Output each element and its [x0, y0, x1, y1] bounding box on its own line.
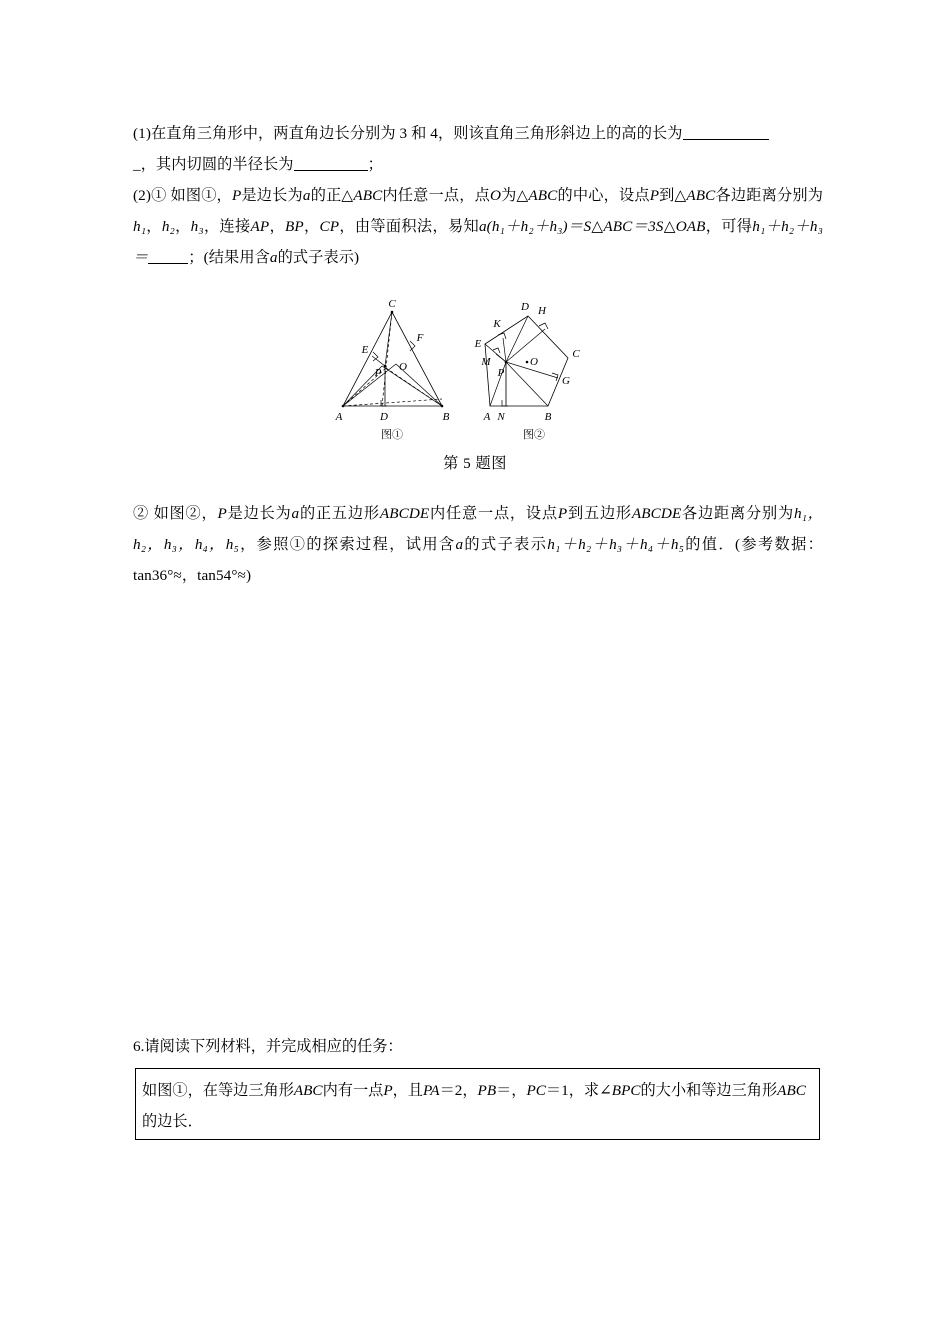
- vertex-dot-c: [391, 311, 394, 314]
- label-triangle-b: B: [442, 411, 450, 423]
- label-pentagon-k: K: [493, 318, 501, 330]
- p2i1-var-AP: AP: [250, 218, 270, 235]
- right-angle-mark-m: [493, 348, 500, 353]
- p2i1-h3: h₃: [190, 218, 204, 235]
- part1-text-c: ；: [367, 156, 383, 173]
- label-triangle-a: A: [335, 411, 343, 423]
- label-pentagon-o: O: [530, 356, 538, 368]
- p2i2-seg4: 内任意一点，设点: [429, 505, 558, 522]
- p2i2-var-P: P: [217, 505, 227, 522]
- p6-eq3: ＝1，求∠: [545, 1082, 612, 1099]
- p2i2-seg8: 的式子表示: [463, 536, 548, 553]
- p6-var-bpc: BPC: [611, 1082, 641, 1099]
- right-angle-mark-h: [539, 323, 548, 329]
- p2i1-seg6: 的中心，设点: [557, 187, 650, 204]
- label-pentagon-a: A: [483, 411, 491, 423]
- p2i1-seg1: (2)① 如图①，: [133, 187, 232, 204]
- label-pentagon-m: M: [481, 356, 491, 368]
- problem-5-part-2-item-1: (2)① 如图①，P是边长为a的正△ABC内任意一点，点O为△ABC的中心，设点P到△ABC各边距离分别为h₁，h₂，h₃，连接AP，BP，CP，由等面积法，易知a(h₁＋h₂＋h₃)＝S△ABC＝3S△OAB，可得h₁＋h₂＋h₃＝ ；(结果用含a的式子表示): [133, 187, 824, 266]
- p2i2-seg7: ，参照①的探索过程，试用含: [238, 536, 456, 553]
- problem-6-lead-wrap: [133, 1032, 823, 1062]
- right-angle-mark-n: [502, 400, 508, 406]
- p6-var-pb: PB: [477, 1082, 497, 1099]
- p2i1-var-BP: BP: [285, 218, 304, 235]
- triangle-abc-outline: [343, 312, 442, 406]
- p2i1-var-abc-3: ABC: [686, 187, 716, 204]
- perpendicular-p-to-k: [503, 338, 506, 362]
- p2i2-seg5: 到五边形: [567, 505, 632, 522]
- p2i1-seg2: 是边长为: [241, 187, 303, 204]
- p2i2-var-abcde-1: ABCDE: [379, 505, 430, 522]
- p2i1-var-O: O: [489, 187, 502, 204]
- figures-svg: [320, 296, 620, 444]
- segment-c-to-p: [385, 312, 392, 366]
- p2i1-formula-3: h₁＋h₂＋h₃＝: [133, 218, 823, 266]
- perpendicular-p-to-h: [506, 329, 545, 362]
- p2i2-seg9: 的值．(参考数据：tan36°≈，tan54°≈): [133, 536, 823, 584]
- p2i1-var-a: a: [302, 187, 311, 204]
- p6-seg5: 的边长．: [142, 1113, 203, 1130]
- label-pentagon-c: C: [572, 348, 580, 360]
- p2i2-seg1: ② 如图②，: [133, 505, 218, 522]
- problem-6-material-text: [136, 1069, 819, 1137]
- p6-var-abc: ABC: [293, 1082, 323, 1099]
- p6-seg4: 的大小和等边三角形: [640, 1082, 778, 1099]
- p2i2-var-abcde-2: ABCDE: [631, 505, 682, 522]
- p6-seg2: 内有一点: [322, 1082, 384, 1099]
- problem-5-body: [133, 118, 823, 273]
- p2i1-var-abc-1: ABC: [353, 187, 383, 204]
- p6-var-pc: PC: [526, 1082, 546, 1099]
- p6-eq1: ＝2，: [439, 1082, 478, 1099]
- label-pentagon-d: D: [521, 301, 529, 313]
- p2i1-h2: h₂: [161, 218, 175, 235]
- p6-seg3: ，且: [392, 1082, 423, 1099]
- answer-blank-2[interactable]: [294, 170, 368, 171]
- p2i2-seg2: 是边长为: [226, 505, 292, 522]
- p2i1-formula-2: S△ABC＝3S△OAB: [583, 218, 706, 235]
- label-triangle-d: D: [380, 411, 388, 423]
- p2i1-seg4: 内任意一点，点: [382, 187, 490, 204]
- vertex-dot-b: [441, 405, 444, 408]
- label-pentagon-e: E: [474, 338, 482, 350]
- label-triangle-c: C: [388, 298, 396, 310]
- p2i2-seg6: 各边距离分别为: [681, 505, 794, 522]
- vertex-dot-a: [342, 405, 345, 408]
- center-dot-pentagon-o: [526, 361, 529, 364]
- right-angle-mark-k: [498, 333, 506, 339]
- p2i1-seg5: 为△: [501, 187, 529, 204]
- label-triangle-f: F: [416, 332, 424, 344]
- p6-seg1: 如图①，在等边三角形: [142, 1082, 294, 1099]
- label-triangle-o: O: [399, 361, 407, 373]
- figure-main-caption: 第 5 题图: [443, 455, 507, 472]
- vertex-dot-p: [384, 365, 387, 368]
- p2i1-seg7: 到△: [659, 187, 687, 204]
- label-pentagon-p: P: [497, 367, 505, 379]
- label-pentagon-g: G: [562, 375, 570, 387]
- p2i1-formula-1: a(h₁＋h₂＋h₃)＝: [478, 218, 584, 235]
- p2i1-seg9: ，连接: [203, 218, 251, 235]
- answer-blank-3[interactable]: [148, 263, 188, 264]
- figure-1-triangle: [335, 298, 450, 441]
- p2i1-var-CP: CP: [319, 218, 340, 235]
- label-pentagon-h: H: [538, 305, 546, 317]
- p2i1-var-a-2: a: [269, 249, 278, 266]
- problem-5-part-1-cont: [133, 149, 823, 180]
- label-triangle-e: E: [361, 344, 369, 356]
- dashed-a-to-b-aux: [343, 399, 442, 406]
- p6-eq2: ＝，: [496, 1082, 527, 1099]
- p6-var-P: P: [383, 1082, 393, 1099]
- vertex-dot-pentagon-p: [505, 361, 508, 364]
- p2i1-seg11: ，可得: [705, 218, 753, 235]
- p2i1-var-abc-2: ABC: [528, 187, 558, 204]
- p2i1-h1: h₁: [133, 218, 147, 235]
- p2i2-var-a-2: a: [455, 536, 464, 553]
- part1-text-b: _，其内切圆的半径长为: [133, 156, 294, 173]
- figure-1-caption: 图①: [381, 429, 403, 441]
- p2i1-var-P-2: P: [649, 187, 660, 204]
- perpendicular-p-to-e: [372, 356, 385, 366]
- problem-5-part-2-item-2: [133, 498, 823, 591]
- part1-text-a: (1)在直角三角形中，两直角边长分别为 3 和 4，则该直角三角形斜边上的高的长为: [133, 125, 683, 142]
- p2i1-seg12: ；(结果用含: [188, 249, 270, 266]
- p2i1-seg13: 的式子表示): [277, 249, 360, 266]
- right-angle-mark-f: [410, 341, 415, 351]
- figure-2-pentagon: [474, 301, 581, 441]
- figure-2-caption: 图②: [523, 429, 545, 441]
- p2i1-seg10: ，由等面积法，易知: [339, 218, 479, 235]
- perpendicular-p-to-m: [496, 354, 506, 362]
- p2i1-seg8: 各边距离分别为: [715, 187, 824, 204]
- p2i1-var-P: P: [231, 187, 242, 204]
- problem-6-material-box: [135, 1068, 820, 1140]
- figure-group-problem-5: [320, 296, 620, 444]
- p6-var-pa: PA: [422, 1082, 440, 1099]
- problem-6-lead: 6.请阅读下列材料，并完成相应的任务：: [133, 1038, 403, 1055]
- p6-var-abc-2: ABC: [777, 1082, 806, 1099]
- p2i2-var-a: a: [291, 505, 300, 522]
- p2i2-seg3: 的正五边形: [299, 505, 380, 522]
- p2i2-h-sum: h₁＋h₂＋h₃＋h₄＋h₅: [547, 536, 685, 553]
- label-pentagon-n: N: [497, 411, 505, 423]
- label-triangle-p: P: [374, 367, 382, 379]
- problem-5-part-2-item-2-body: [133, 498, 823, 591]
- p2i2-var-P-2: P: [557, 505, 568, 522]
- label-pentagon-b: B: [544, 411, 552, 423]
- answer-blank-1[interactable]: [683, 139, 769, 140]
- p2i1-seg3: 的正△: [310, 187, 354, 204]
- p2i2-h-list: h₁，h₂，h₃，h₄，h₅: [133, 505, 824, 553]
- problem-5-part-1: [133, 118, 823, 149]
